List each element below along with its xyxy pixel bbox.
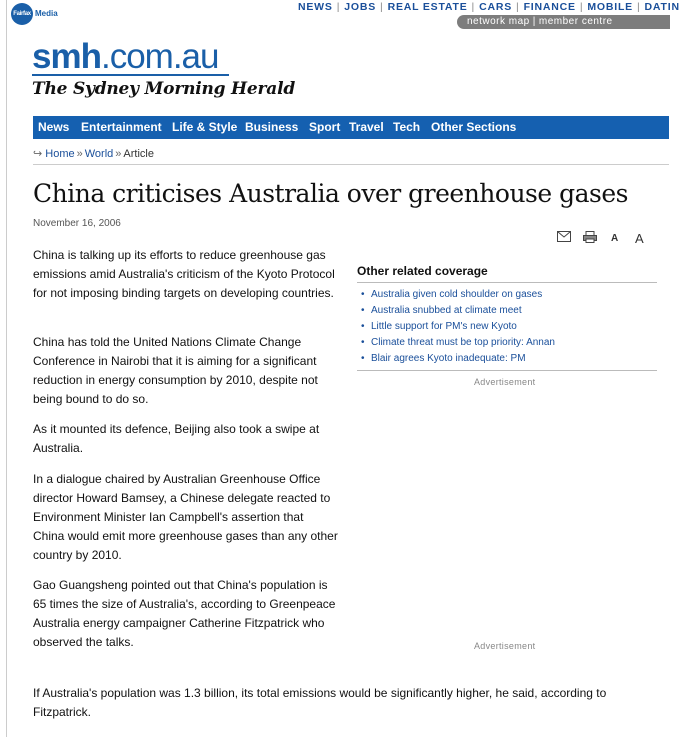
article-paragraph: If Australia's population was 1.3 billion, its total emissions would be significantly higher, he said, according to Fitzpatrick. [33,686,607,719]
related-link[interactable]: • Blair agrees Kyoto inadequate: PM [357,351,657,367]
fairfax-logo-icon: Fairfax [11,3,33,25]
article-paragraph: As it mounted its defence, Beijing also took a swipe at Australia. [33,422,320,455]
section-news[interactable]: News [38,120,70,134]
related-link[interactable]: • Little support for PM's new Kyoto [357,319,657,335]
smh-logo[interactable] [32,37,296,99]
related-heading: Other related coverage [357,264,657,283]
large-font-button[interactable]: A [635,231,644,246]
network-map-link[interactable]: network map [467,16,530,27]
section-entertainment[interactable]: Entertainment [81,120,162,134]
network-link-dating[interactable]: DATIN [644,1,680,13]
network-link-cars[interactable]: CARS [479,1,513,13]
email-icon[interactable] [557,231,571,245]
network-link-news[interactable]: NEWS [298,1,333,13]
section-travel[interactable]: Travel [349,120,384,134]
section-life-style[interactable]: Life & Style [172,120,238,134]
advertisement-label: Advertisement [474,377,536,387]
small-font-button[interactable]: A [611,233,619,244]
member-centre-link[interactable]: member centre [538,16,613,27]
fairfax-media-logo[interactable] [11,2,69,28]
related-link[interactable]: • Australia given cold shoulder on gases [357,287,657,303]
breadcrumb-home[interactable]: Home [45,148,75,160]
network-subnav: network map | member centre [457,15,670,29]
article-paragraph: Gao Guangsheng pointed out that China's population is 65 times the size of Australia's, according to Greenpeace Australia energy campaigner Catherine Fitzpatrick who observed the talks. [33,578,336,649]
breadcrumb-world[interactable]: World [84,148,114,160]
section-nav [33,116,669,139]
related-coverage [357,264,657,371]
network-link-real-estate[interactable]: REAL ESTATE [387,1,468,13]
breadcrumb: ↪ Home » World » Article [33,148,154,160]
herald-masthead: The Sydney Morning Herald [32,79,296,99]
network-link-mobile[interactable]: MOBILE [587,1,633,13]
article-paragraph: China is talking up its efforts to reduce greenhouse gas emissions amid Australia's criticism of the Kyoto Protocol for not imposing binding targets on developing countries. [33,248,335,300]
article-date: November 16, 2006 [33,218,121,229]
related-link[interactable]: • Climate threat must be top priority: Annan [357,335,657,351]
article-paragraph: China has told the United Nations Climate Change Conference in Nairobi that it is aiming for a significant reduction in energy consumption by 2010, despite not being bound to do so. [33,335,318,406]
breadcrumb-arrow-icon: ↪ [33,148,43,160]
fairfax-media-label: Media [35,9,58,18]
section-other[interactable]: Other Sections [431,120,517,134]
print-icon[interactable] [583,231,597,246]
article-paragraph: In a dialogue chaired by Australian Greenhouse Office director Howard Bamsey, a Chinese delegate reacted to Environment Minister Ian Campbell's assertion that China would emit more greenhouse gases than any other country by 2010. [33,472,338,562]
network-link-jobs[interactable]: JOBS [344,1,377,13]
breadcrumb-current: Article [123,148,154,160]
section-business[interactable]: Business [245,120,299,134]
related-link[interactable]: • Australia snubbed at climate meet [357,303,657,319]
smh-wordmark: smh.com.au [32,37,219,76]
article-headline: China criticises Australia over greenhouse gases [33,179,628,208]
advertisement-label: Advertisement [474,641,536,651]
related-list [357,287,657,371]
section-tech[interactable]: Tech [393,120,421,134]
network-link-finance[interactable]: FINANCE [523,1,576,13]
breadcrumb-divider [33,164,669,165]
section-sport[interactable]: Sport [309,120,341,134]
network-nav: NEWS | JOBS | REAL ESTATE | CARS | FINANCE | MOBILE | DATIN [298,1,680,13]
